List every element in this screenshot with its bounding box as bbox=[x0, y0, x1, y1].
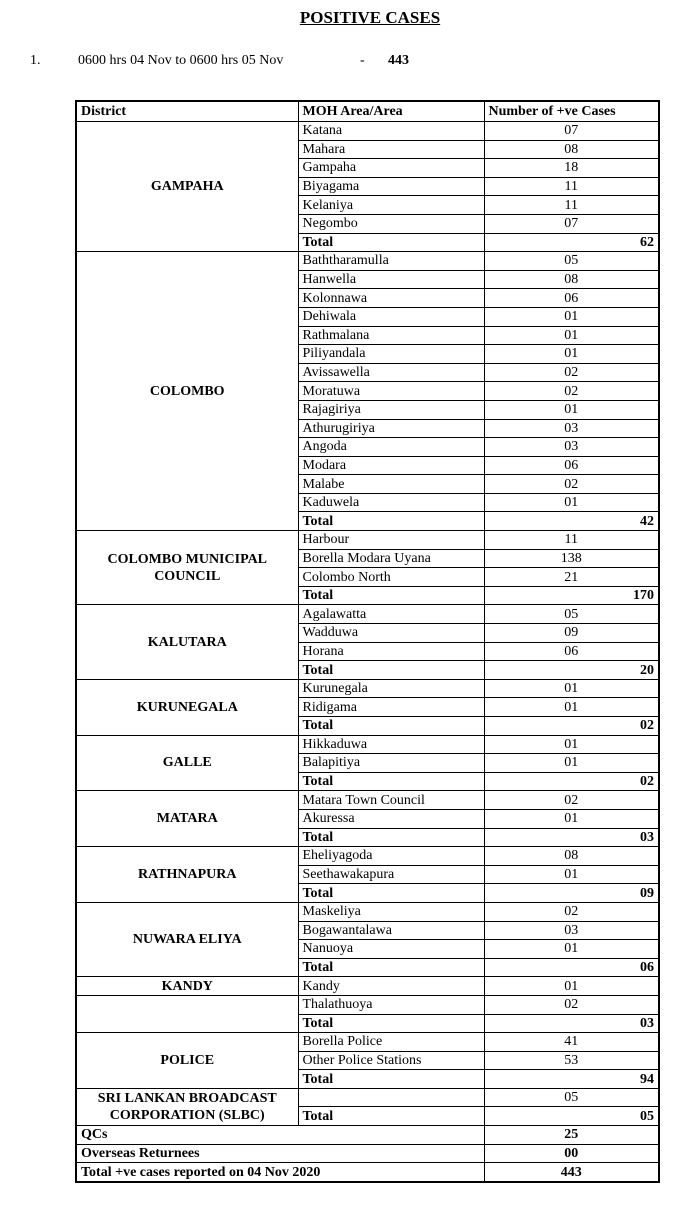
case-count-cell: 01 bbox=[484, 698, 659, 717]
period-total: 443 bbox=[388, 53, 409, 68]
table-row bbox=[76, 791, 659, 810]
case-count-cell: 09 bbox=[484, 624, 659, 643]
total-value: 20 bbox=[484, 661, 659, 680]
moh-area-cell: Piliyandala bbox=[298, 345, 484, 364]
district-cell: COLOMBO bbox=[76, 252, 298, 531]
case-count-cell: 01 bbox=[484, 679, 659, 698]
moh-area-cell: Avissawella bbox=[298, 363, 484, 382]
district-cell: POLICE bbox=[76, 1033, 298, 1089]
moh-area-cell: Horana bbox=[298, 642, 484, 661]
case-count-cell: 03 bbox=[484, 438, 659, 457]
header-moh-area: MOH Area/Area bbox=[298, 101, 484, 122]
summary-value: 00 bbox=[484, 1144, 659, 1163]
moh-area-cell: Harbour bbox=[298, 531, 484, 550]
case-count-cell: 08 bbox=[484, 140, 659, 159]
moh-area-cell: Katana bbox=[298, 122, 484, 141]
case-count-cell: 01 bbox=[484, 307, 659, 326]
moh-area-cell: Rathmalana bbox=[298, 326, 484, 345]
total-label: Total bbox=[298, 772, 484, 791]
case-count-cell: 05 bbox=[484, 605, 659, 624]
table-row bbox=[76, 902, 659, 921]
total-label: Total bbox=[298, 958, 484, 977]
period-dash: - bbox=[360, 53, 365, 68]
summary-label: QCs bbox=[76, 1126, 484, 1145]
summary-value: 443 bbox=[484, 1163, 659, 1182]
page-title: POSITIVE CASES bbox=[299, 8, 441, 27]
moh-area-cell: Thalathuoya bbox=[298, 995, 484, 1014]
case-count-cell: 01 bbox=[484, 865, 659, 884]
table-row bbox=[76, 252, 659, 271]
case-count-cell: 18 bbox=[484, 159, 659, 178]
moh-area-cell: Matara Town Council bbox=[298, 791, 484, 810]
case-count-cell: 01 bbox=[484, 809, 659, 828]
district-cell: MATARA bbox=[76, 791, 298, 847]
case-count-cell: 06 bbox=[484, 289, 659, 308]
moh-area-cell: Malabe bbox=[298, 475, 484, 494]
case-count-cell: 05 bbox=[484, 252, 659, 271]
case-count-cell: 01 bbox=[484, 977, 659, 996]
case-count-cell: 08 bbox=[484, 847, 659, 866]
moh-area-cell: Angoda bbox=[298, 438, 484, 457]
period-text: 0600 hrs 04 Nov to 0600 hrs 05 Nov bbox=[78, 53, 284, 68]
total-label: Total bbox=[298, 661, 484, 680]
case-count-cell: 08 bbox=[484, 270, 659, 289]
case-count-cell: 02 bbox=[484, 382, 659, 401]
district-cell: GAMPAHA bbox=[76, 122, 298, 252]
total-value: 05 bbox=[484, 1107, 659, 1126]
total-value: 42 bbox=[484, 512, 659, 531]
table-row bbox=[76, 531, 659, 550]
total-label: Total bbox=[298, 828, 484, 847]
total-label: Total bbox=[298, 512, 484, 531]
case-count-cell: 07 bbox=[484, 122, 659, 141]
table-row bbox=[76, 847, 659, 866]
header-cases: Number of +ve Cases bbox=[484, 101, 659, 122]
moh-area-cell: Mahara bbox=[298, 140, 484, 159]
case-count-cell: 02 bbox=[484, 475, 659, 494]
district-cell: NUWARA ELIYA bbox=[76, 902, 298, 976]
moh-area-cell: Rajagiriya bbox=[298, 400, 484, 419]
case-count-cell: 01 bbox=[484, 735, 659, 754]
moh-area-cell: Balapitiya bbox=[298, 754, 484, 773]
case-count-cell: 11 bbox=[484, 177, 659, 196]
moh-area-cell: Eheliyagoda bbox=[298, 847, 484, 866]
header-row bbox=[76, 101, 659, 122]
case-count-cell: 53 bbox=[484, 1051, 659, 1070]
moh-area-cell: Borella Modara Uyana bbox=[298, 549, 484, 568]
moh-area-cell: Hanwella bbox=[298, 270, 484, 289]
table-row bbox=[76, 1088, 659, 1107]
moh-area-cell: Agalawatta bbox=[298, 605, 484, 624]
moh-area-cell: Kaduwela bbox=[298, 493, 484, 512]
moh-area-cell: Gampaha bbox=[298, 159, 484, 178]
cases-table bbox=[75, 100, 660, 1183]
district-cell: KANDY bbox=[76, 977, 298, 996]
case-count-cell: 03 bbox=[484, 921, 659, 940]
case-count-cell: 07 bbox=[484, 214, 659, 233]
table-row bbox=[76, 605, 659, 624]
case-count-cell: 11 bbox=[484, 196, 659, 215]
table-row bbox=[76, 1033, 659, 1052]
moh-area-cell: Negombo bbox=[298, 214, 484, 233]
total-value: 170 bbox=[484, 586, 659, 605]
case-count-cell: 06 bbox=[484, 642, 659, 661]
moh-area-cell: Hikkaduwa bbox=[298, 735, 484, 754]
table-row bbox=[76, 122, 659, 141]
case-count-cell: 11 bbox=[484, 531, 659, 550]
case-count-cell: 01 bbox=[484, 940, 659, 959]
moh-area-cell: Seethawakapura bbox=[298, 865, 484, 884]
case-count-cell: 03 bbox=[484, 419, 659, 438]
table-body bbox=[76, 122, 659, 1182]
header-district: District bbox=[76, 101, 298, 122]
moh-area-cell: Bogawantalawa bbox=[298, 921, 484, 940]
total-label: Total bbox=[298, 717, 484, 736]
moh-area-cell: Maskeliya bbox=[298, 902, 484, 921]
moh-area-cell: Other Police Stations bbox=[298, 1051, 484, 1070]
case-count-cell: 01 bbox=[484, 493, 659, 512]
case-count-cell: 05 bbox=[484, 1088, 659, 1107]
case-count-cell: 138 bbox=[484, 549, 659, 568]
total-value: 02 bbox=[484, 772, 659, 791]
summary-label: Total +ve cases reported on 04 Nov 2020 bbox=[76, 1163, 484, 1182]
summary-label: Overseas Returnees bbox=[76, 1144, 484, 1163]
summary-value: 25 bbox=[484, 1126, 659, 1145]
moh-area-cell: Kelaniya bbox=[298, 196, 484, 215]
moh-area-cell: Modara bbox=[298, 456, 484, 475]
total-value: 03 bbox=[484, 1014, 659, 1033]
total-value: 02 bbox=[484, 717, 659, 736]
case-count-cell: 02 bbox=[484, 995, 659, 1014]
moh-area-cell: Borella Police bbox=[298, 1033, 484, 1052]
case-count-cell: 02 bbox=[484, 902, 659, 921]
moh-area-cell: Biyagama bbox=[298, 177, 484, 196]
moh-area-cell: Athurugiriya bbox=[298, 419, 484, 438]
moh-area-cell-empty bbox=[298, 1088, 484, 1107]
total-value: 09 bbox=[484, 884, 659, 903]
case-count-cell: 01 bbox=[484, 400, 659, 419]
moh-area-cell: Baththaramulla bbox=[298, 252, 484, 271]
total-label: Total bbox=[298, 1070, 484, 1089]
moh-area-cell: Ridigama bbox=[298, 698, 484, 717]
total-value: 94 bbox=[484, 1070, 659, 1089]
case-count-cell: 01 bbox=[484, 754, 659, 773]
total-value: 03 bbox=[484, 828, 659, 847]
total-label: Total bbox=[298, 1107, 484, 1126]
district-cell: RATHNAPURA bbox=[76, 847, 298, 903]
table-row bbox=[76, 995, 659, 1014]
total-label: Total bbox=[298, 1014, 484, 1033]
moh-area-cell: Colombo North bbox=[298, 568, 484, 587]
moh-area-cell: Wadduwa bbox=[298, 624, 484, 643]
total-label: Total bbox=[298, 233, 484, 252]
case-count-cell: 02 bbox=[484, 363, 659, 382]
moh-area-cell: Kolonnawa bbox=[298, 289, 484, 308]
case-count-cell: 02 bbox=[484, 791, 659, 810]
district-cell: KURUNEGALA bbox=[76, 679, 298, 735]
case-count-cell: 01 bbox=[484, 326, 659, 345]
moh-area-cell: Dehiwala bbox=[298, 307, 484, 326]
district-cell-empty bbox=[76, 995, 298, 1032]
total-value: 62 bbox=[484, 233, 659, 252]
summary-row bbox=[76, 1126, 659, 1145]
total-label: Total bbox=[298, 884, 484, 903]
item-number: 1. bbox=[30, 53, 41, 68]
case-count-cell: 41 bbox=[484, 1033, 659, 1052]
moh-area-cell: Kandy bbox=[298, 977, 484, 996]
moh-area-cell: Akuressa bbox=[298, 809, 484, 828]
table-row bbox=[76, 679, 659, 698]
table-row bbox=[76, 977, 659, 996]
summary-row bbox=[76, 1163, 659, 1182]
district-cell: SRI LANKAN BROADCAST CORPORATION (SLBC) bbox=[76, 1088, 298, 1125]
case-count-cell: 21 bbox=[484, 568, 659, 587]
case-count-cell: 06 bbox=[484, 456, 659, 475]
total-value: 06 bbox=[484, 958, 659, 977]
moh-area-cell: Moratuwa bbox=[298, 382, 484, 401]
moh-area-cell: Kurunegala bbox=[298, 679, 484, 698]
total-label: Total bbox=[298, 586, 484, 605]
case-count-cell: 01 bbox=[484, 345, 659, 364]
table-row bbox=[76, 735, 659, 754]
district-cell: COLOMBO MUNICIPAL COUNCIL bbox=[76, 531, 298, 605]
moh-area-cell: Nanuoya bbox=[298, 940, 484, 959]
summary-row bbox=[76, 1144, 659, 1163]
district-cell: KALUTARA bbox=[76, 605, 298, 679]
district-cell: GALLE bbox=[76, 735, 298, 791]
